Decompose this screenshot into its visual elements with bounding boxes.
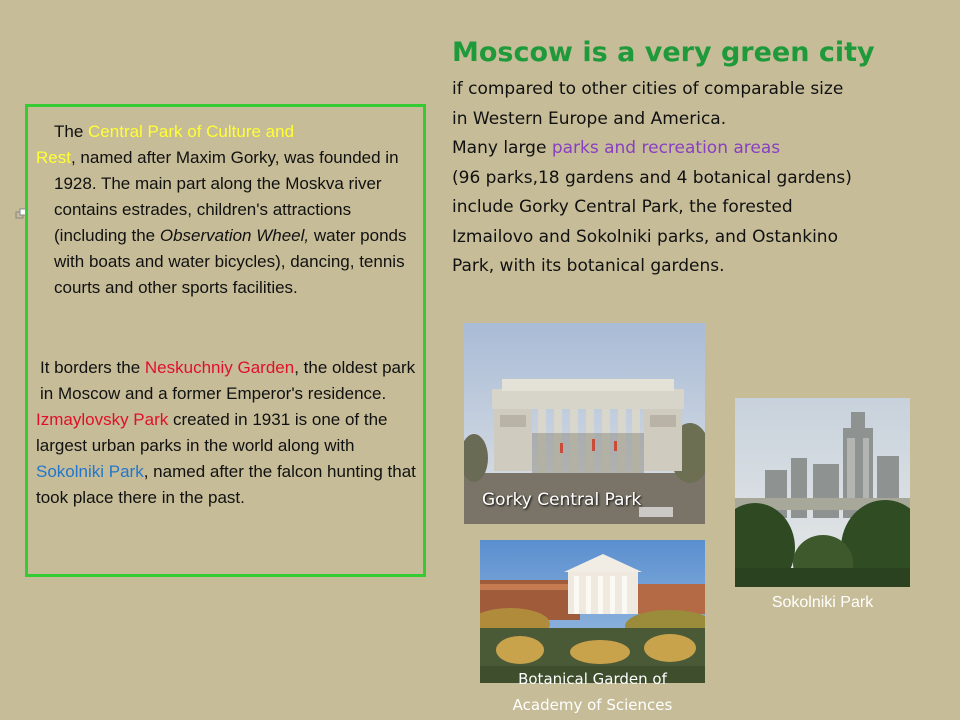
paragraph-izmaylovsky [36,407,417,459]
text: water ponds with boats and water bicycles), dancing, tennis courts and other sports facilities. [54,226,407,297]
text: Many large [452,138,552,158]
italic-text: Observation Wheel, [159,226,310,245]
park-description-box [25,104,426,577]
paragraph-sokolniki [36,459,417,511]
text-line: in Western Europe and America. [452,108,727,129]
text: The [54,122,89,141]
page-title: Moscow is a very green city [452,37,875,68]
gorky-caption: Gorky Central Park [482,490,642,510]
link-central-park-rest[interactable]: Rest [36,148,71,167]
link-sokolniki[interactable]: Sokolniki Park [36,462,144,481]
text-line [452,134,922,164]
caption-line: Academy of Sciences [512,696,673,714]
text-line: Izmailovo and Sokolniki parks, and Ostankino [452,226,838,247]
intro-text [452,75,922,282]
botanical-garden-photo [480,540,705,683]
caption-line: Botanical Garden of [518,670,667,688]
link-central-park[interactable]: Central Park of Culture and [88,122,295,141]
link-izmaylovsky[interactable]: Izmaylovsky Park [36,410,169,429]
paragraph-neskuchniy [36,355,417,407]
text-line: Park, with its botanical gardens. [452,256,725,276]
paragraph-gorky [36,119,417,301]
text: , the oldest park in Moscow and a former Emperor's residence. [40,358,416,403]
text: , named after the falcon hunting that took place there in the past. [36,462,416,507]
gorky-park-photo [464,323,705,524]
link-parks-recreation[interactable]: parks and recreation areas [551,138,781,158]
text-line: (96 parks,18 gardens and 4 botanical gardens) [452,167,852,188]
link-neskuchniy[interactable]: Neskuchniy Garden [144,358,295,377]
text: It borders the [40,358,145,377]
botanical-caption [480,666,705,718]
text-line: if compared to other cities of comparable size [452,79,844,99]
text: , named after Maxim Gorky, was founded in 1928. The main part along the Moskva river contains estrades, children's attractions (including the [54,148,399,245]
sokolniki-caption: Sokolniki Park [771,594,874,611]
text-line: include Gorky Central Park, the forested [452,197,793,217]
sokolniki-park-photo [735,398,910,587]
text: created in 1931 is one of the largest urban parks in the world along with [36,410,388,455]
